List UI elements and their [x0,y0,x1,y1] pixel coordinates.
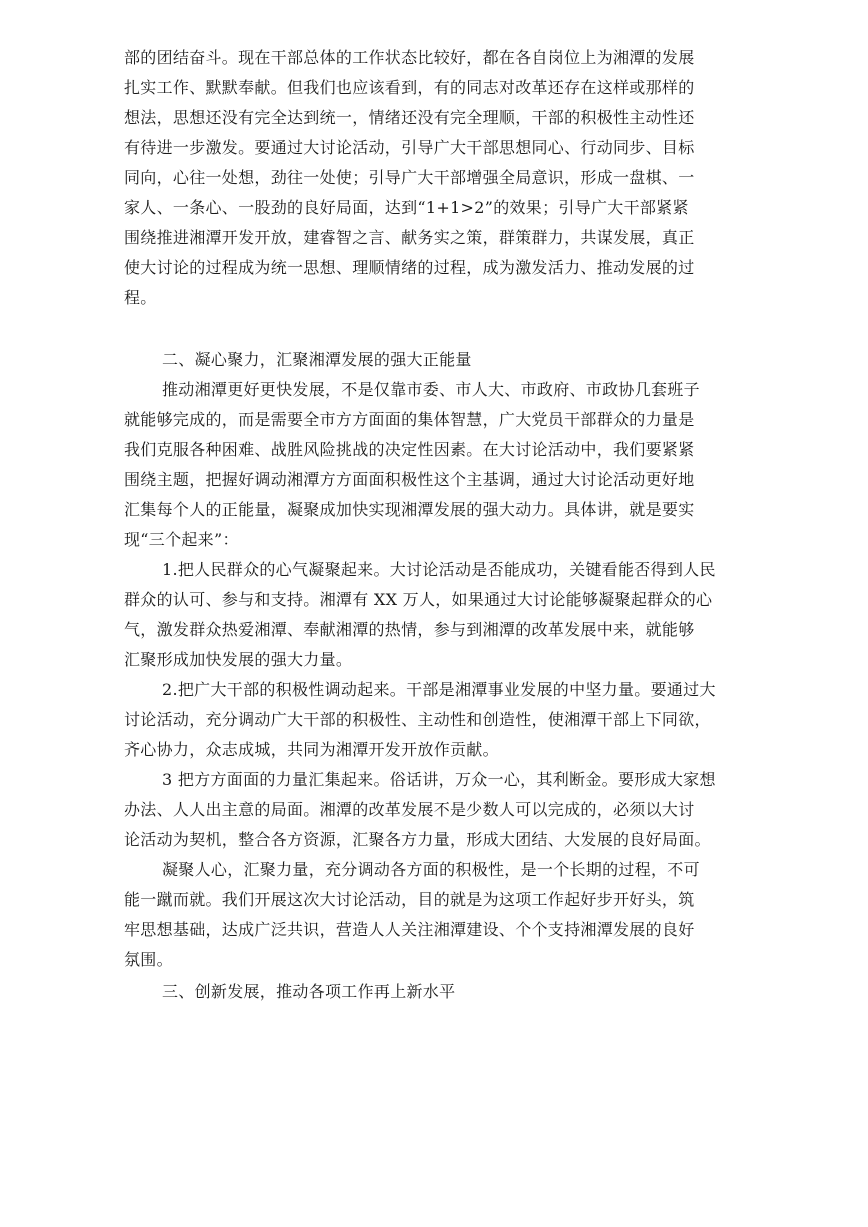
paragraph-line: 现“三个起来”： [124,530,239,549]
paragraph-line: 扎实工作、默默奉献。但我们也应该看到，有的同志对改革还存在这样或那样的 [124,78,695,97]
paragraph-line: 有待进一步激发。要通过大讨论活动，引导广大干部思想同心、行动同步、目标 [124,138,695,157]
paragraph-line: 汇集每个人的正能量，凝聚成加快实现湘潭发展的强大动力。具体讲，就是要实 [124,500,695,519]
list-item-line: 2.把广大干部的积极性调动起来。干部是湘潭事业发展的中坚力量。要通过大 [162,680,716,699]
paragraph-line: 能一蹴而就。我们开展这次大讨论活动，目的就是为这项工作起好步开好头，筑 [124,890,695,909]
list-item-line: 3 把方方面面的力量汇集起来。俗话讲，万众一心，其利断金。要形成大家想 [162,770,716,789]
paragraph-line: 论活动为契机，整合各方资源，汇聚各方力量，形成大团结、大发展的良好局面。 [124,830,711,849]
paragraph-line: 围绕主题，把握好调动湘潭方方面面积极性这个主基调，通过大讨论活动更好地 [124,470,695,489]
paragraph-line: 家人、一条心、一股劲的良好局面，达到“1+1>2”的效果；引导广大干部紧紧 [124,198,689,217]
paragraph-line: 程。 [124,288,157,307]
paragraph-line: 讨论活动，充分调动广大干部的积极性、主动性和创造性，使湘潭干部上下同欲， [124,710,711,729]
list-item-line: 1.把人民群众的心气凝聚起来。大讨论活动是否能成功，关键看能否得到人民 [162,560,716,579]
paragraph-line: 同向，心往一处想，劲往一处使；引导广大干部增强全局意识，形成一盘棋、一 [124,168,695,187]
paragraph-line: 使大讨论的过程成为统一思想、理顺情绪的过程，成为激发活力、推动发展的过 [124,258,695,277]
paragraph-line: 我们克服各种困难、战胜风险挑战的决定性因素。在大讨论活动中，我们要紧紧 [124,440,695,459]
paragraph-line: 想法，思想还没有完全达到统一，情绪还没有完全理顺，干部的积极性主动性还 [124,108,695,127]
paragraph-line: 办法、人人出主意的局面。湘潭的改革发展不是少数人可以完成的，必须以大讨 [124,800,695,819]
paragraph-line: 就能够完成的，而是需要全市方方面面的集体智慧，广大党员干部群众的力量是 [124,410,695,429]
section-heading: 三、创新发展，推动各项工作再上新水平 [162,982,456,1001]
paragraph-line: 凝聚人心，汇聚力量，充分调动各方面的积极性，是一个长期的过程，不可 [162,860,700,879]
section-heading: 二、凝心聚力，汇聚湘潭发展的强大正能量 [162,350,472,369]
paragraph-line: 围绕推进湘潭开发开放，建睿智之言、献务实之策，群策群力，共谋发展，真正 [124,228,695,247]
paragraph-line: 汇聚形成加快发展的强大力量。 [124,650,353,669]
paragraph-line: 齐心协力，众志成城，共同为湘潭开发开放作贡献。 [124,740,499,759]
paragraph-line: 气，激发群众热爱湘潭、奉献湘潭的热情，参与到湘潭的改革发展中来，就能够 [124,620,695,639]
paragraph-line: 牢思想基础，达成广泛共识，营造人人关注湘潭建设、个个支持湘潭发展的良好 [124,920,695,939]
paragraph-line: 氛围。 [124,950,173,969]
paragraph-line: 推动湘潭更好更快发展，不是仅靠市委、市人大、市政府、市政协几套班子 [162,380,700,399]
paragraph-line: 群众的认可、参与和支持。湘潭有 XX 万人，如果通过大讨论能够凝聚起群众的心 [124,590,713,609]
paragraph-line: 部的团结奋斗。现在干部总体的工作状态比较好，都在各自岗位上为湘潭的发展 [124,48,695,67]
